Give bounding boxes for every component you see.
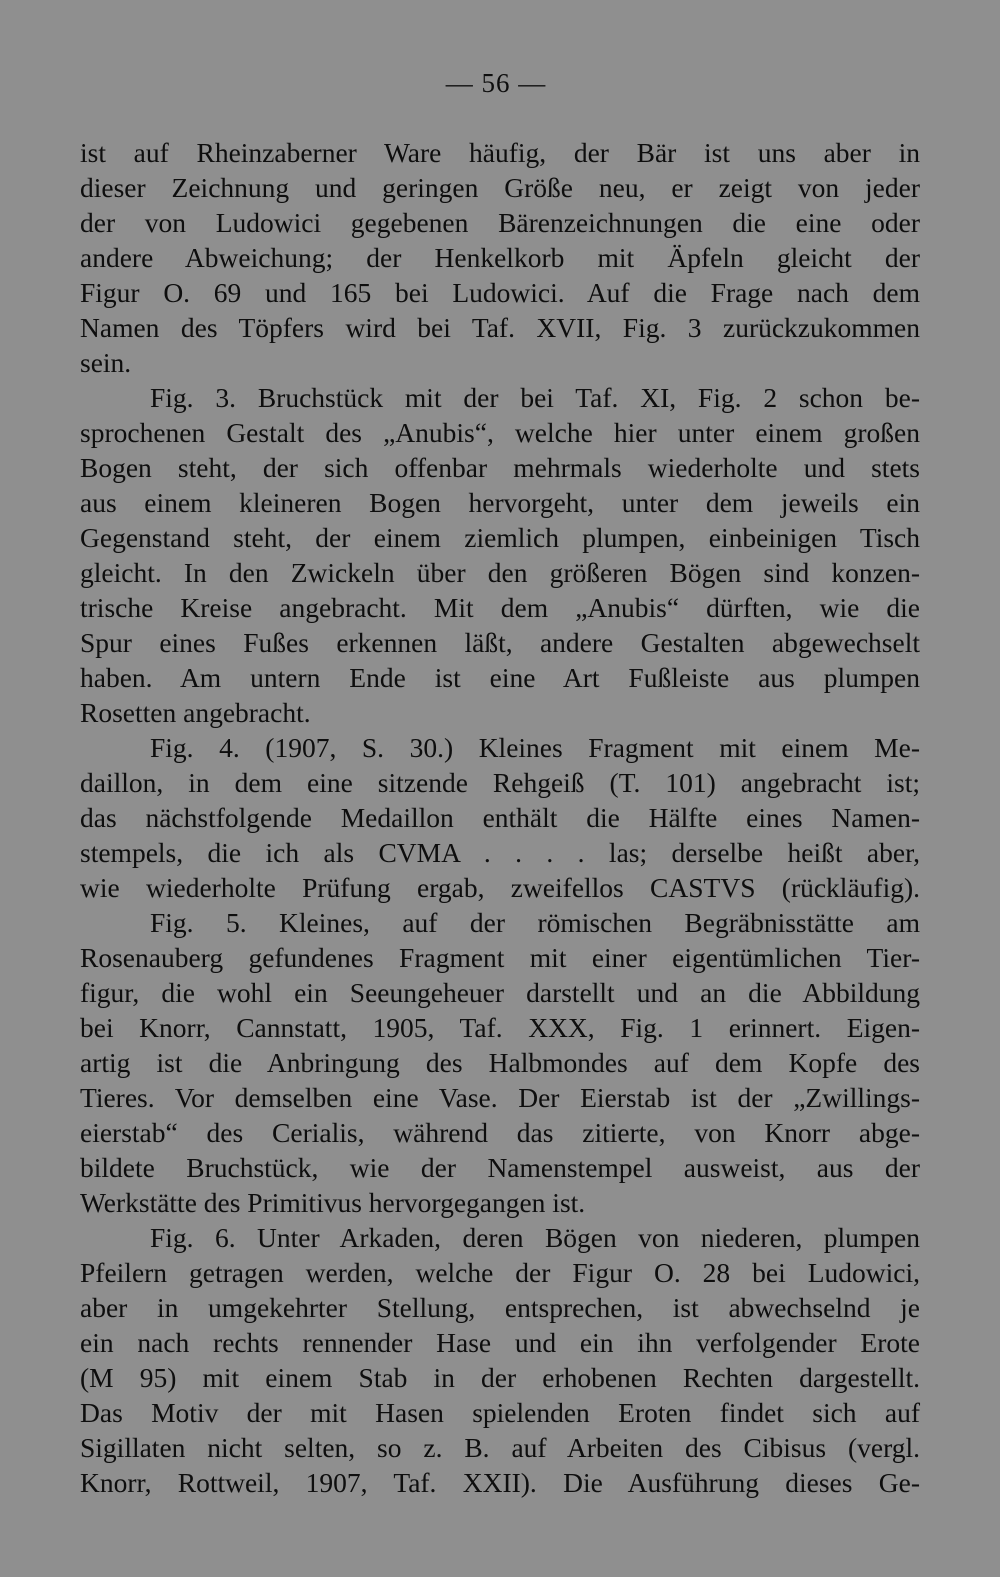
text-line: Gegenstand steht, der einem ziemlich plumpen, einbeinigen Tisch <box>80 522 920 553</box>
text-line: das nächstfolgende Medaillon enthält die Hälfte eines Namen- <box>80 802 920 833</box>
text-line: dieser Zeichnung und geringen Größe neu, er zeigt von jeder <box>80 172 920 203</box>
text-line: stempels, die ich als CVMA . . . . las; derselbe heißt aber, <box>80 837 920 868</box>
text-line: figur, die wohl ein Seeungeheuer darstellt und an die Abbildung <box>80 977 920 1008</box>
text-line: wie wiederholte Prüfung ergab, zweifellos CASTVS (rückläufig). <box>80 872 920 903</box>
text-line: Bogen steht, der sich offenbar mehrmals wiederholte und stets <box>80 452 920 483</box>
text-line: Werkstätte des Primitivus hervorgegangen ist. <box>80 1187 586 1218</box>
text-line: Figur O. 69 und 165 bei Ludowici. Auf die Frage nach dem <box>80 277 920 308</box>
text-line: andere Abweichung; der Henkelkorb mit Äpfeln gleicht der <box>80 242 920 273</box>
text-line: gleicht. In den Zwickeln über den größeren Bögen sind konzen- <box>80 557 920 588</box>
text-line: Fig. 3. Bruchstück mit der bei Taf. XI, Fig. 2 schon be- <box>150 382 920 413</box>
text-line: bildete Bruchstück, wie der Namenstempel ausweist, aus der <box>80 1152 920 1183</box>
text-line: der von Ludowici gegebenen Bärenzeichnungen die eine oder <box>80 207 920 238</box>
body-text <box>80 135 920 1500</box>
text-line: Spur eines Fußes erkennen läßt, andere Gestalten abgewechselt <box>80 627 920 658</box>
text-line: Namen des Töpfers wird bei Taf. XVII, Fig. 3 zurückzukommen <box>80 312 920 343</box>
text-line: Fig. 6. Unter Arkaden, deren Bögen von niederen, plumpen <box>150 1222 920 1253</box>
page-number: — 56 — <box>445 68 547 98</box>
text-line: (M 95) mit einem Stab in der erhobenen Rechten dargestellt. <box>80 1362 920 1393</box>
text-line: haben. Am untern Ende ist eine Art Fußleiste aus plumpen <box>80 662 920 693</box>
text-line: bei Knorr, Cannstatt, 1905, Taf. XXX, Fig. 1 erinnert. Eigen- <box>80 1012 920 1043</box>
text-line: Rosetten angebracht. <box>80 697 311 728</box>
text-line: Knorr, Rottweil, 1907, Taf. XXII). Die Ausführung dieses Ge- <box>80 1467 920 1498</box>
text-line: sprochenen Gestalt des „Anubis“, welche hier unter einem großen <box>80 417 920 448</box>
text-line: eierstab“ des Cerialis, während das zitierte, von Knorr abge- <box>80 1117 920 1148</box>
text-line: Sigillaten nicht selten, so z. B. auf Arbeiten des Cibisus (vergl. <box>80 1432 920 1463</box>
text-line: ist auf Rheinzaberner Ware häufig, der Bär ist uns aber in <box>80 137 920 168</box>
text-line: sein. <box>80 347 132 378</box>
text-line: Pfeilern getragen werden, welche der Figur O. 28 bei Ludowici, <box>80 1257 920 1288</box>
text-line: Fig. 5. Kleines, auf der römischen Begräbnisstätte am <box>150 907 920 938</box>
text-line: ein nach rechts rennender Hase und ein ihn verfolgender Erote <box>80 1327 920 1358</box>
text-line: aus einem kleineren Bogen hervorgeht, unter dem jeweils ein <box>80 487 920 518</box>
text-line: Rosenauberg gefundenes Fragment mit einer eigentümlichen Tier- <box>80 942 920 973</box>
text-line: Fig. 4. (1907, S. 30.) Kleines Fragment mit einem Me- <box>150 732 920 763</box>
text-line: trische Kreise angebracht. Mit dem „Anubis“ dürften, wie die <box>80 592 920 623</box>
text-line: aber in umgekehrter Stellung, entsprechen, ist abwechselnd je <box>80 1292 920 1323</box>
text-line: artig ist die Anbringung des Halbmondes auf dem Kopfe des <box>80 1047 920 1078</box>
text-line: daillon, in dem eine sitzende Rehgeiß (T. 101) angebracht ist; <box>80 767 920 798</box>
text-line: Tieres. Vor demselben eine Vase. Der Eierstab ist der „Zwillings- <box>80 1082 920 1113</box>
text-line: Das Motiv der mit Hasen spielenden Eroten findet sich auf <box>80 1397 920 1428</box>
